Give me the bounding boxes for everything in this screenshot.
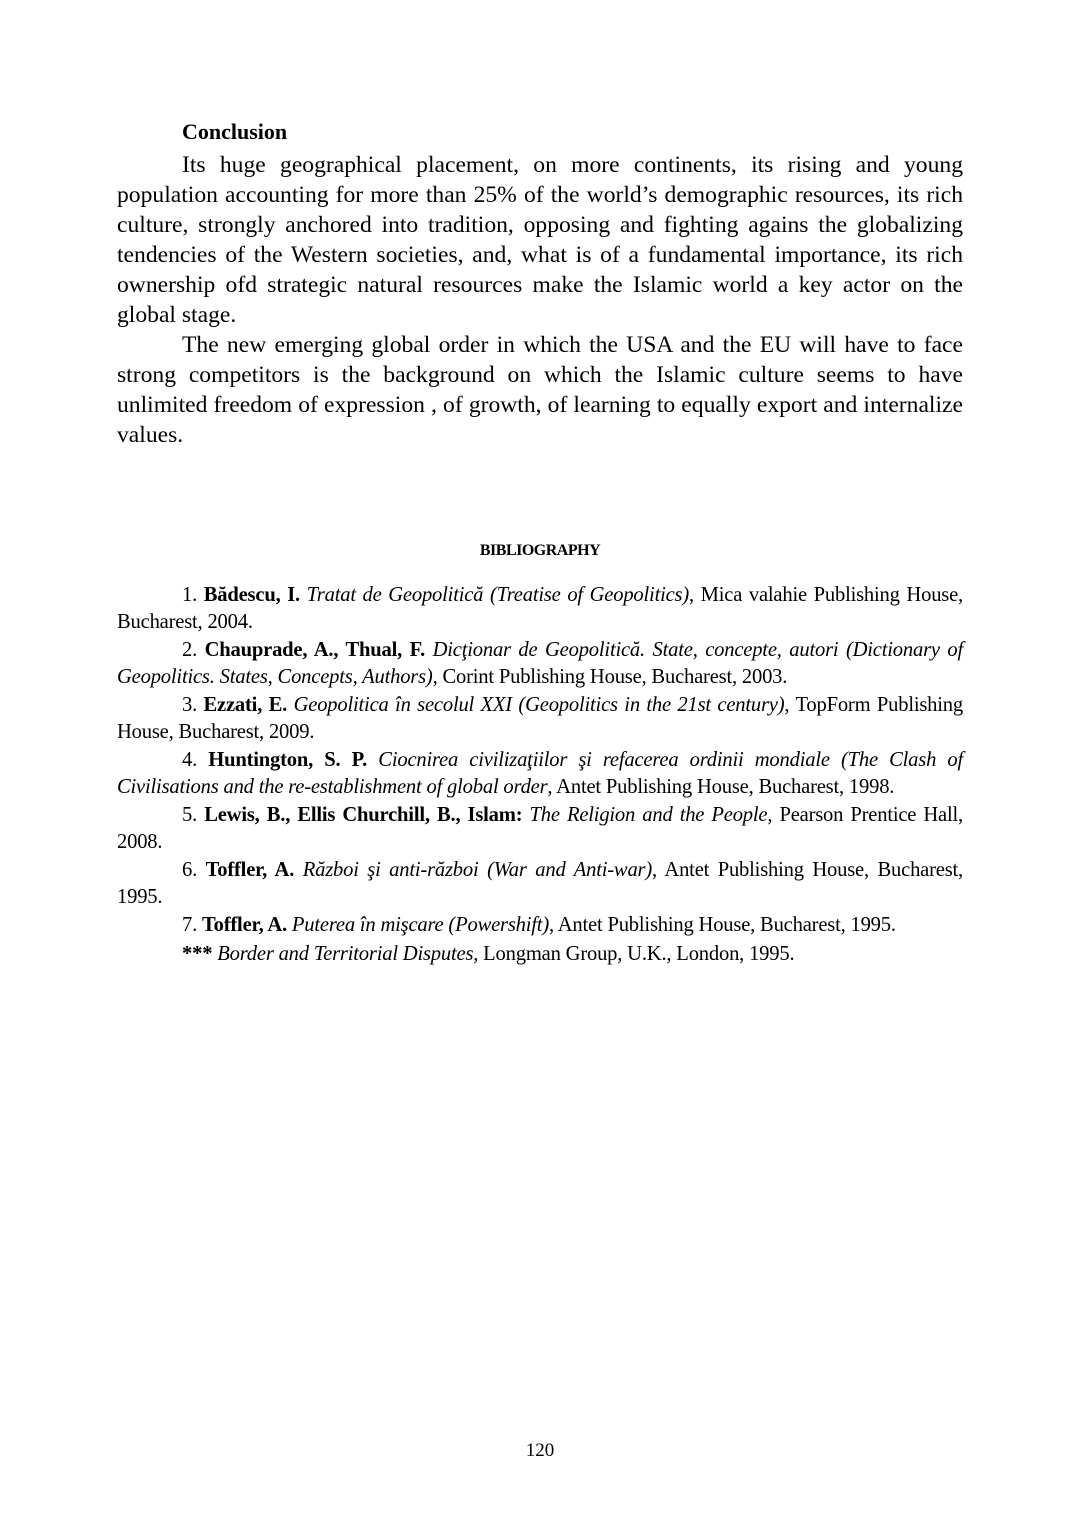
bibliography-entry <box>117 637 963 690</box>
conclusion-paragraph-2: The new emerging global order in which the USA and the EU will have to face strong competitors is the background on which the Islamic culture seems to have unlimited freedom of expression , of growth, of learning to equally export and internalize values. <box>117 332 963 448</box>
page-content <box>117 117 963 969</box>
entry-title: Război şi anti-război (War and Anti-war) <box>302 859 653 881</box>
entry-number: 5. <box>182 804 205 826</box>
entry-author: Chauprade, A., Thual, F. <box>204 639 426 661</box>
bibliography-entry <box>117 747 963 800</box>
bibliography-entry <box>117 912 963 939</box>
entry-author: Lewis, B., Ellis Churchill, B., Islam: <box>204 804 523 826</box>
entry-title: Tratat de Geopolitică (Treatise of Geopolitics) <box>306 584 690 606</box>
bibliography-entry <box>117 582 963 635</box>
entry-publisher: , Antet Publishing House, Bucharest, 1995. <box>117 859 963 908</box>
entry-publisher: , Antet Publishing House, Bucharest, 1998. <box>547 775 895 798</box>
entry-number: 1. <box>182 584 204 606</box>
entry-publisher: , Antet Publishing House, Bucharest, 1995. <box>549 914 896 936</box>
bibliography-list <box>117 582 963 967</box>
entry-number: 2. <box>182 639 205 661</box>
entry-title: Geopolitica în secolul XXI (Geopolitics in the 21st century) <box>293 694 785 716</box>
bibliography-entry <box>117 802 963 855</box>
entry-title: Ciocnirea civilizaţiilor şi refacerea ordinii mondiale (The Clash of Civilisations and the re-establishment of global order <box>117 749 964 798</box>
conclusion-paragraph-1: Its huge geographical placement, on more continents, its rising and young population accounting for more than 25% of the world’s demographic resources, its rich culture, strongly anchored into tradition, opposing and fighting agains the globalizing tendencies of the Western societies, and, what is of a fundamental importance, its rich ownership ofd strategic natural resources make the Islamic world a key actor on the global stage. <box>117 152 963 328</box>
entry-author: Toffler, A. <box>205 859 295 881</box>
entry-publisher: , TopForm Publishing House, Bucharest, 2009. <box>117 694 963 743</box>
entry-publisher: , Corint Publishing House, Bucharest, 2003. <box>432 665 788 688</box>
entry-publisher: , Pearson Prentice Hall, 2008. <box>117 804 963 853</box>
entry-author: Bădescu, I. <box>203 584 300 606</box>
bibliography-entry <box>117 941 963 968</box>
entry-author: Toffler, A. <box>202 914 287 936</box>
entry-publisher: , Mica valahie Publishing House, Bucharest, 2004. <box>117 584 963 633</box>
entry-number: 4. <box>182 749 209 771</box>
bibliography-title: BIBLIOGRAPHY <box>479 542 601 559</box>
entry-author: *** <box>182 942 213 965</box>
bibliography-entry <box>117 692 963 745</box>
entry-title: Puterea în mişcare (Powershift) <box>291 914 549 936</box>
entry-number: 7. <box>182 914 202 936</box>
entry-title: Border and Territorial Disputes <box>217 942 474 965</box>
bibliography-entry <box>117 857 963 910</box>
page-number: 120 <box>525 1440 555 1461</box>
entry-number: 3. <box>182 694 204 716</box>
conclusion-heading: Conclusion <box>182 119 288 144</box>
entry-title: Dicţionar de Geopolitică. State, concepte, autori (Dictionary of Geopolitics. States, Concepts, Authors) <box>117 639 963 688</box>
entry-author: Huntington, S. P. <box>208 749 368 771</box>
entry-title: The Religion and the People <box>529 804 768 826</box>
entry-publisher: , Longman Group, U.K., London, 1995. <box>473 942 795 965</box>
entry-author: Ezzati, E. <box>203 694 288 716</box>
entry-number: 6. <box>182 859 206 881</box>
